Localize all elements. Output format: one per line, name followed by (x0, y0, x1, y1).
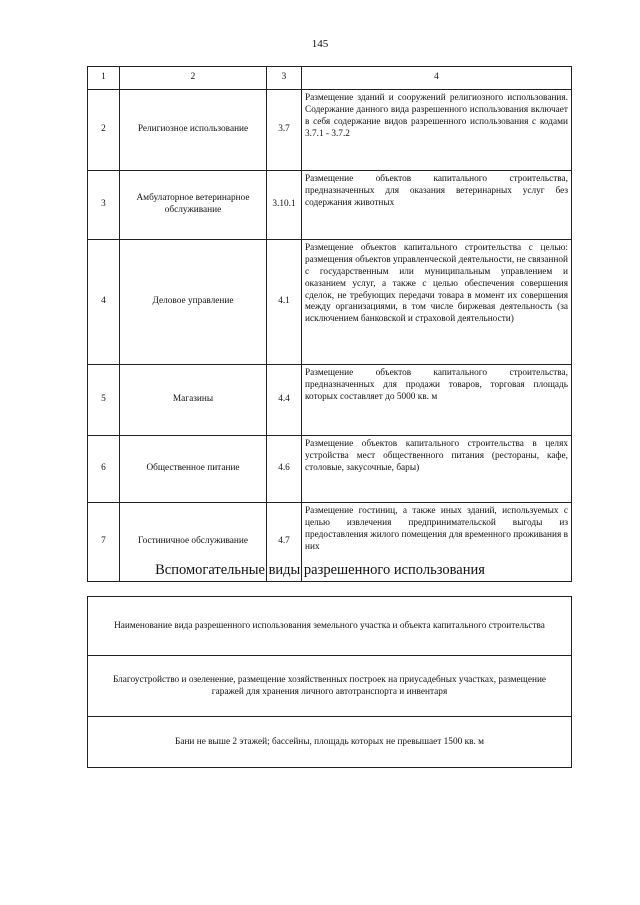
use-code: 4.6 (267, 436, 302, 503)
row-number: 4 (88, 240, 120, 365)
use-code: 4.1 (267, 240, 302, 365)
table-row (88, 365, 572, 436)
section-title: Вспомогательные виды разрешенного использования (155, 562, 485, 578)
page-number: 145 (311, 38, 329, 50)
use-name: Общественное питание (120, 436, 267, 503)
main-use-table (87, 66, 572, 582)
use-description: Размещение зданий и сооружений религиозного использования. Содержание данного вида разрешенного использования включает в себя содержание видов разрешенного использования с кодами 3.7.1 - 3.7.2 (302, 90, 572, 171)
use-code: 3.10.1 (267, 171, 302, 240)
aux-row (88, 717, 572, 768)
use-name: Религиозное использование (120, 90, 267, 171)
header-cell-number: 1 (88, 67, 120, 90)
use-description: Размещение объектов капитального строительства с целью: размещения объектов управленческой деятельности, не связанной с государственным или муниципальным управлением и оказанием услуг, а также с целью обеспечения совершения сделок, не требующих передачи товара в момент их совершения между организациями, в том числе биржевая деятельность (за исключением банковской и страховой деятельности) (302, 240, 572, 365)
table-row (88, 90, 572, 171)
header-cell-code: 3 (267, 67, 302, 90)
use-description: Размещение объектов капитального строительства, предназначенных для оказания ветеринарных услуг без содержания животных (302, 171, 572, 240)
table-row (88, 240, 572, 365)
use-description: Размещение объектов капитального строительства в целях устройства мест общественного питания (рестораны, кафе, столовые, закусочные, бары) (302, 436, 572, 503)
header-cell-description: 4 (302, 67, 572, 90)
table-row (88, 171, 572, 240)
use-name: Деловое управление (120, 240, 267, 365)
row-number: 7 (88, 503, 120, 582)
row-number: 5 (88, 365, 120, 436)
row-number: 3 (88, 171, 120, 240)
row-number: 2 (88, 90, 120, 171)
table-header-row (88, 67, 572, 90)
table-row (88, 436, 572, 503)
use-code: 4.4 (267, 365, 302, 436)
aux-cell: Благоустройство и озеленение, размещение хозяйственных построек на приусадебных участках, размещение гаражей для хранения личного автотранспорта и инвентаря (88, 656, 572, 717)
use-name: Амбулаторное ветеринарное обслуживание (120, 171, 267, 240)
row-number: 6 (88, 436, 120, 503)
aux-cell: Бани не выше 2 этажей; бассейны, площадь которых не превышает 1500 кв. м (88, 717, 572, 768)
use-code: 3.7 (267, 90, 302, 171)
use-code: 4.7 (267, 503, 302, 582)
auxiliary-use-table (87, 596, 572, 768)
aux-header-cell: Наименование вида разрешенного использования земельного участка и объекта капитального строительства (88, 597, 572, 656)
use-name: Магазины (120, 365, 267, 436)
use-name: Гостиничное обслуживание (120, 503, 267, 582)
aux-row (88, 656, 572, 717)
use-description: Размещение гостиниц, а также иных зданий, используемых с целью извлечения предпринимательской выгоды из предоставления жилого помещения для временного проживания в них (302, 503, 572, 582)
aux-header-row (88, 597, 572, 656)
use-description: Размещение объектов капитального строительства, предназначенных для продажи товаров, торговая площадь которых составляет до 5000 кв. м (302, 365, 572, 436)
header-cell-name: 2 (120, 67, 267, 90)
